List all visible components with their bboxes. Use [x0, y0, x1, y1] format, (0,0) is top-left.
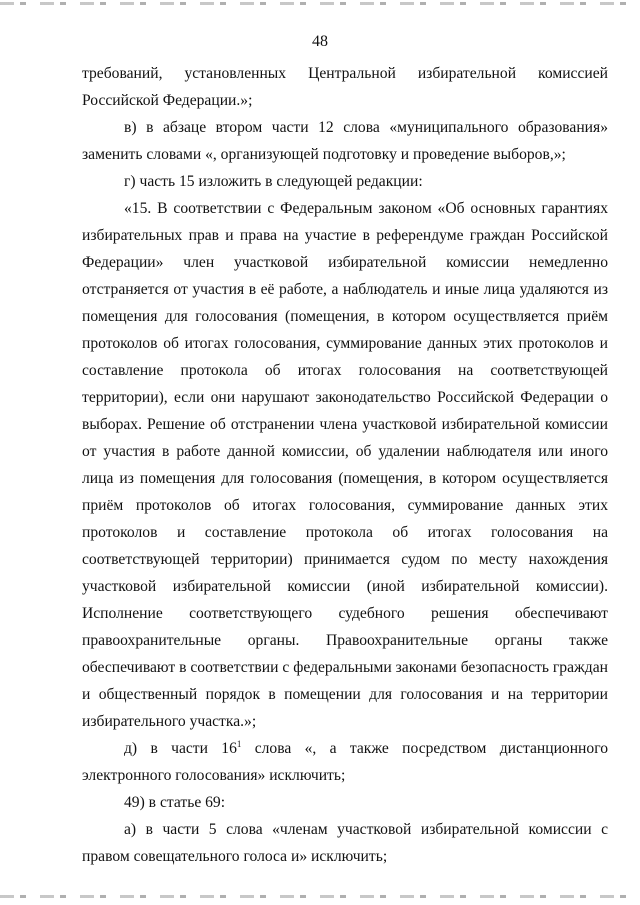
scan-edge-top: [0, 2, 640, 5]
page-number: 48: [312, 33, 328, 50]
paragraph-item-v: в) в абзаце втором части 12 слова «муниципального образования» заменить словами «, организующей подготовку и проведение выборов,»;: [82, 119, 608, 163]
paragraph-part-15: «15. В соответствии с Федеральным законом «Об основных гарантиях избирательных прав и права на участие в референдуме граждан Российской Федерации» член участковой избирательной комиссии немедленно отстраняется от участия в её работе, а наблюдатель и иные лица удаляются из помещения для голосования (помещения, в котором осуществляется приём протоколов об итогах голосования, суммирование данных этих протоколов и составление протокола об итогах голосования на соответствующей территории), если они нарушают законодательство Российской Федерации о выборах. Решение об отстранении члена участковой избирательной комиссии от участия в работе данной комиссии, об удалении наблюдателя или иного лица из помещения для голосования (помещения, в котором осуществляется приём протоколов об итогах голосования, суммирование данных этих протоколов и составление протокола об итогах голосования на соответствующей территории) принимается судом по месту нахождения участковой избирательной комиссии (иной избирательной комиссии). Исполнение соответствующего судебного решения обеспечивают правоохранительные органы. Правоохранительные органы также обеспечивают в соответствии с федеральными законами безопасность граждан и общественный порядок в помещении для голосования и на территории избирательного участка.»;: [82, 200, 608, 730]
paragraph-item-a: а) в части 5 слова «членам участковой избирательной комиссии с правом совещательного голоса и» исключить;: [82, 821, 608, 865]
paragraph-item-d-end: слова «, а также посредством дистанционного электронного голосования» исключить;: [82, 740, 608, 784]
paragraph-item-d: [82, 735, 608, 789]
paragraph-item-49: 49) в статье 69:: [124, 794, 226, 811]
paragraph-item-d-start: д) в части 16: [124, 740, 237, 757]
document-body: [82, 60, 608, 870]
paragraph-continuation: требований, установленных Центральной избирательной комиссией Российской Федерации.»;: [82, 65, 608, 109]
paragraph-item-g: г) часть 15 изложить в следующей редакции:: [124, 173, 423, 190]
superscript-index: 1: [236, 738, 242, 749]
scan-edge-bottom: [0, 895, 640, 898]
